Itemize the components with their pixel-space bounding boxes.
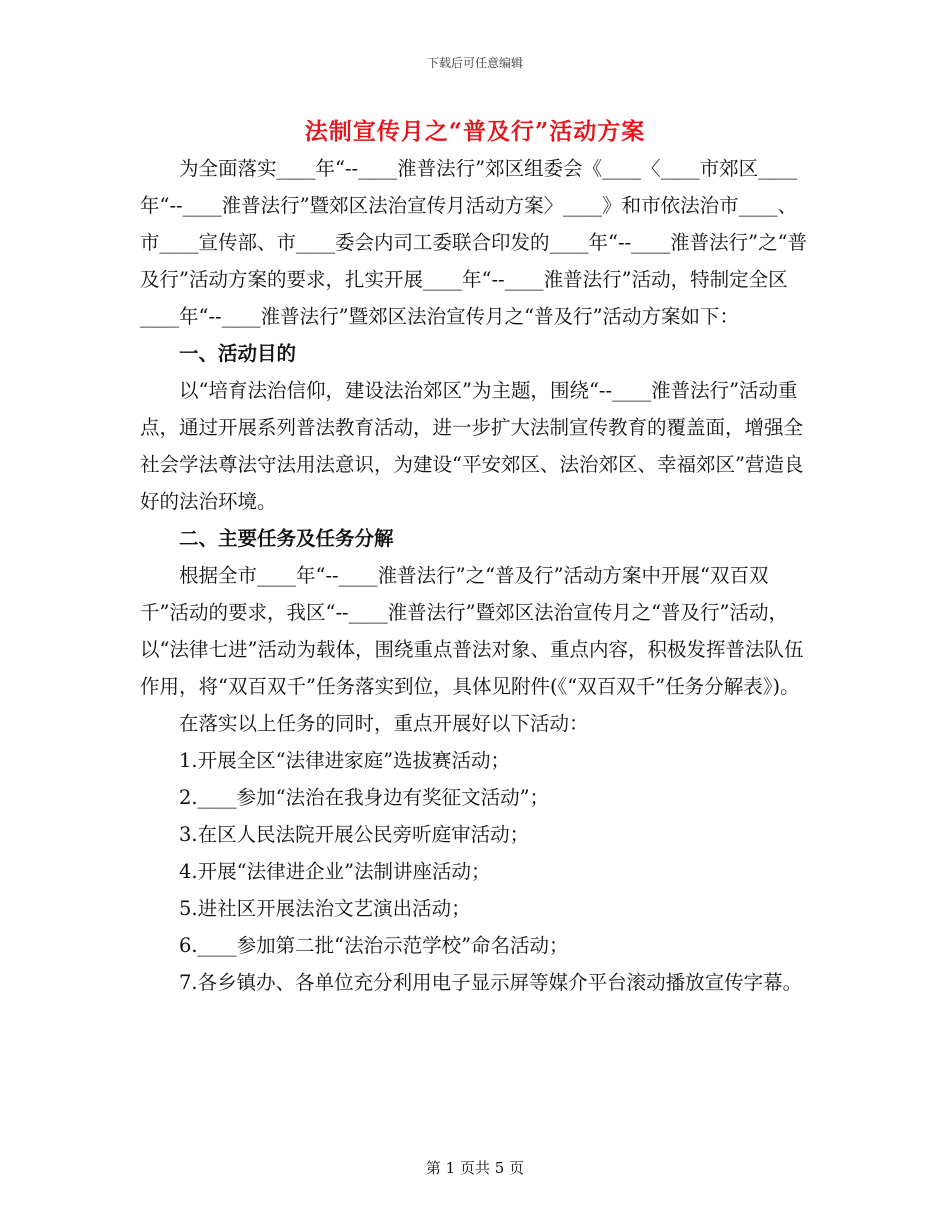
activities-lead: 在落实以上任务的同时，重点开展好以下活动：	[179, 712, 589, 735]
document-body	[140, 150, 808, 1001]
activity-item: 5.进社区开展法治文艺演出活动；	[179, 897, 471, 920]
document-title: 法制宣传月之“普及行”活动方案	[304, 118, 646, 145]
activity-item: 1.开展全区“法律进家庭”选拔赛活动；	[179, 749, 511, 772]
activity-item: 7.各乡镇办、各单位充分利用电子显示屏等媒介平台滚动播放宣传字幕。	[179, 971, 803, 994]
section-heading-tasks: 二、主要任务及任务分解	[179, 527, 394, 550]
page-header-note: 下载后可任意编辑	[426, 56, 523, 70]
tasks-paragraph: 根据全市____年“--____淮普法行”之“普及行”活动方案中开展“双百双千”活动的要求，我区“--____淮普法行”暨郊区法治宣传月之“普及行”活动，以“法律七进”活动为载体，围绕重点普法对象、重点内容，积极发挥普法队伍作用，将“双百双千”任务落实到位，具体见附件(《“双百双千”任务分解表》)。	[140, 564, 804, 698]
purpose-paragraph: 以“培育法治信仰，建设法治郊区”为主题，围绕“--____淮普法行”活动重点，通过开展系列普法教育活动，进一步扩大法制宣传教育的覆盖面，增强全社会学法尊法守法用法意识，为建设“平安郊区、法治郊区、幸福郊区”营造良好的法治环境。	[140, 379, 804, 513]
section-heading-purpose: 一、活动目的	[179, 342, 297, 365]
activity-item: 6.____参加第二批“法治示范学校”命名活动；	[179, 934, 569, 957]
page-footer: 第 1 页共 5 页	[425, 1159, 525, 1177]
intro-paragraph: 为全面落实____年“--____淮普法行”郊区组委会《____〈____市郊区____年“--____淮普法行”暨郊区法治宣传月活动方案〉____》和市依法治市____、市____宣传部、市____委会内司工委联合印发的____年“--____淮普法行”之“普及行”活动方案的要求，扎实开展____年“--____淮普法行”活动，特制定全区____年“--____淮普法行”暨郊区法治宣传月之“普及行”活动方案如下：	[140, 157, 808, 328]
activity-item: 4.开展“法律进企业”法制讲座活动；	[179, 860, 491, 883]
activity-item: 3.在区人民法院开展公民旁听庭审活动；	[179, 823, 530, 846]
activity-item: 2.____参加“法治在我身边有奖征文活动”；	[179, 786, 550, 809]
